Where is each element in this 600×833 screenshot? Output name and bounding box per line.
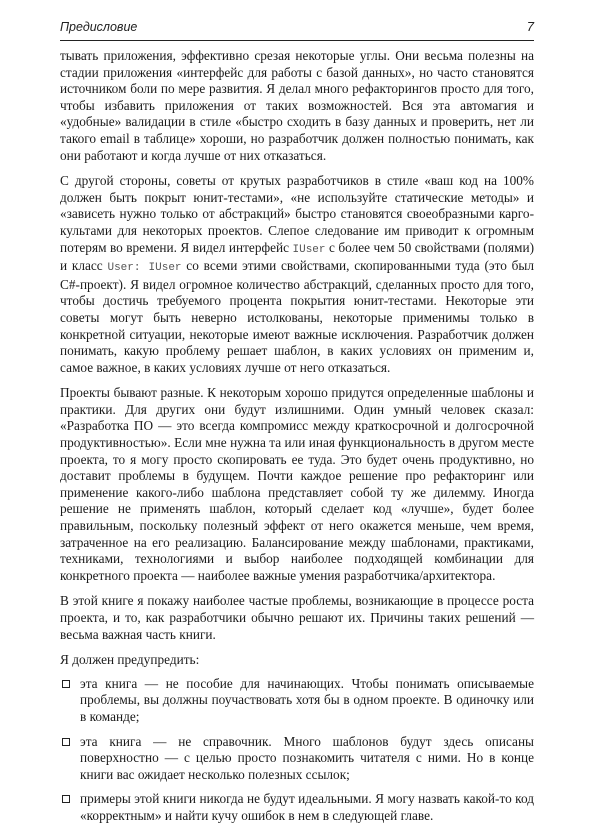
paragraph-4: В этой книге я покажу наиболее частые проблемы, возникающие в процессе роста проекта, и то, как разработчики обычно решают их. Причины таких решений — весьма важная часть книги. <box>60 593 534 642</box>
paragraph-3: Проекты бывают разные. К некоторым хорошо придутся определенные шаблоны и практики. Для других они будут излишними. Один умный человек сказал: «Разработка ПО — это всегда компромисс между краткосрочной и долгосрочной продуктивностью». Если мне нужна та или иная функциональность в другом месте проекта, то я могу просто скопировать ее туда. Это будет очень продуктивно, но доставит проблемы в будущем. Почти каждое решение про рефакторинг или применение какого-либо шаблона представляет собой ту же дилемму. Иногда решение не применять шаблон, который сделает код «лучше», будет более правильным, поскольку полезный эффект от него окажется меньше, чем время, затраченное на его реализацию. Балансирование между шаблонами, практиками, техниками, технологиями и выбор наиболее подходящей комбинации для конкретного проекта — наиболее важные умения разработчика/архитектора. <box>60 385 534 583</box>
paragraph-2-text-c: со всеми этими свойствами, скопированными туда (это был C#-проект). Я видел огромное количество абстракций, сделанных просто для того, чтобы достичь требуемого процента покрытия юнит-тестами. Некоторые эти советы могут быть неверно истолкованы, некоторые применимы только в конкретной ситуации, некоторые имеют важные исключения. Разработчик должен понимать, какую проблему решает шаблон, в каких условиях он применим и, самое важное, в каких условиях лучше от него отказаться. <box>60 258 534 375</box>
list-item <box>60 734 534 784</box>
running-header <box>60 18 534 41</box>
paragraph-1: тывать приложения, эффективно срезая некоторые углы. Они весьма полезны на стадии приложения «интерфейс для работы с базой данных», но часто становятся источником боли по мере развития. Я делал много рефакторингов просто для того, чтобы избавить приложения от таких возможностей. Вся эта автомагия и «удобные» валидации в стиле «быстро сходить в базу данных и проверить, нет ли такого email в таблице» хороши, но разработчик должен полностью понимать, как они работают и когда лучше от них отказаться. <box>60 48 534 163</box>
code-user-iuser: User: IUser <box>107 262 182 275</box>
paragraph-2 <box>60 173 534 376</box>
checkbox-bullet-icon <box>62 795 70 803</box>
list-item <box>60 676 534 726</box>
page-number: 7 <box>526 19 534 34</box>
checkbox-bullet-icon <box>62 680 70 688</box>
code-iuser: IUser <box>292 243 326 256</box>
list-item-text: эта книга — не пособие для начинающих. Чтобы понимать описываемые проблемы, вы должны поучаствовать хотя бы в одном проекте. В одиночку или в команде; <box>80 675 534 724</box>
paragraph-2-text-b: с более чем 50 свойствами (полями) и класс <box>60 239 534 274</box>
paragraph-2-text-a: С другой стороны, советы от крутых разработчиков в стиле «ваш код на 100% должен быть покрыт юнит-тестами», «не используйте статические методы» и «зависеть нужно только от абстракций» быстро становятся своеобразными карго-культами для некоторых проектов. Слепое следование им приводит к огромным потерям во времени. Я видел интерфейс <box>60 173 534 255</box>
list-item <box>60 791 534 824</box>
checkbox-bullet-icon <box>62 738 70 746</box>
list-item-text: примеры этой книги никогда не будут идеальными. Я могу назвать какой-то код «корректным» и найти кучу ошибок в нем в следующей главе. <box>80 791 534 823</box>
body-text <box>60 48 534 833</box>
list-item-text: эта книга — не справочник. Много шаблонов будут здесь описаны поверхностно — с целью просто познакомить читателя с ними. Но в конце книги вас ожидает несколько полезных ссылок; <box>80 733 534 782</box>
paragraph-5: Я должен предупредить: <box>60 652 200 668</box>
chapter-title: Предисловие <box>60 20 138 34</box>
warning-list <box>60 676 534 825</box>
